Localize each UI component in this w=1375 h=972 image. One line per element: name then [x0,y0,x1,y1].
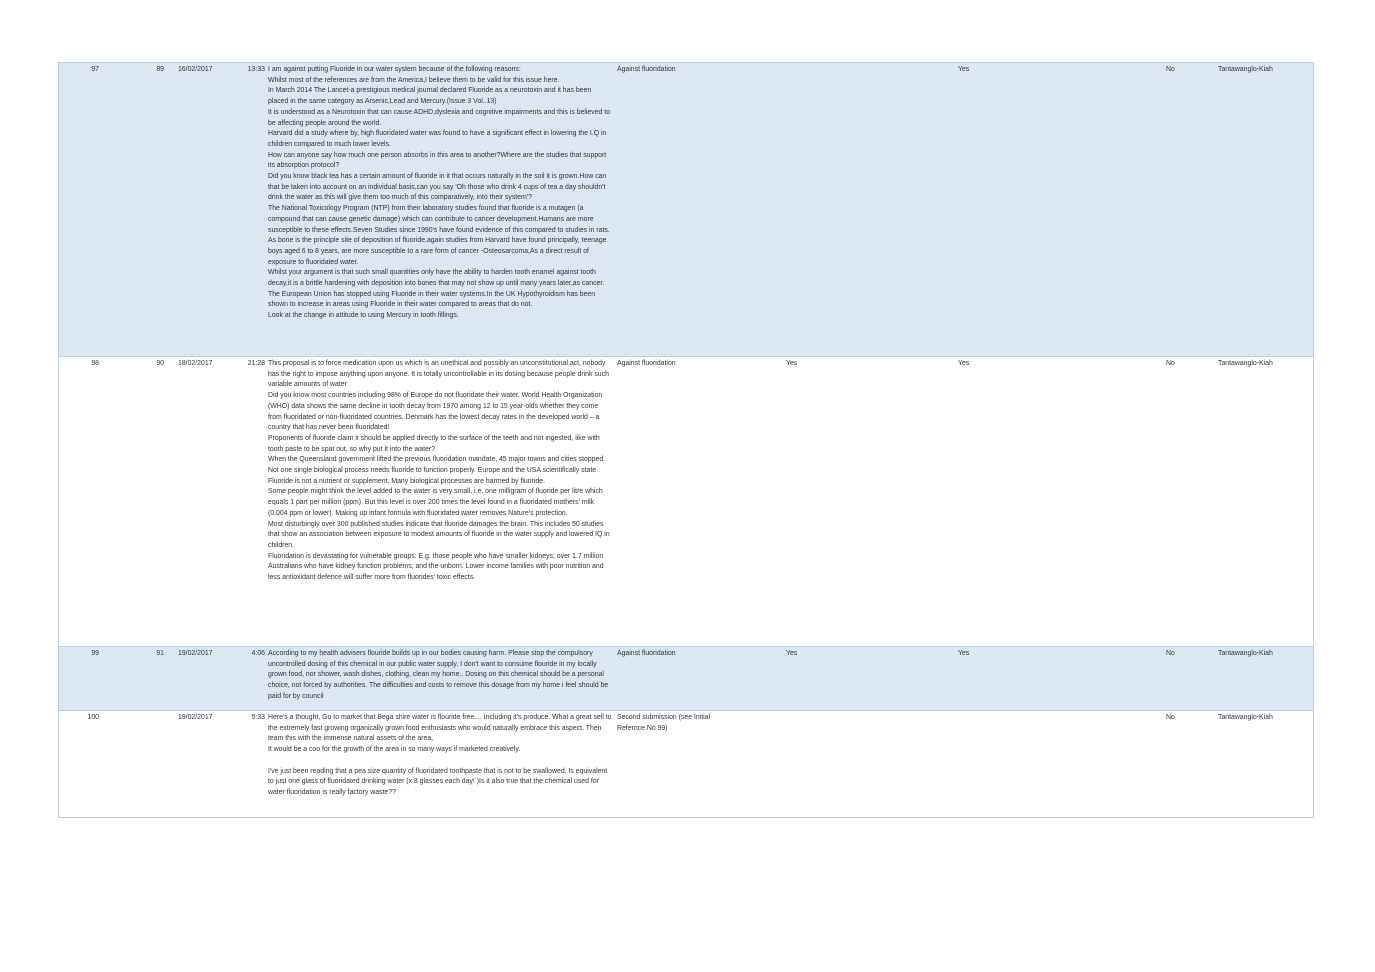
answer-column-c: No [1166,360,1175,367]
submission-paragraph: I've just been reading that a pea size quantity of fluoridated toothpaste that is not to be swallowed. Is equivalent to just one glass of fluoridated drinking water (x 8 glasses each day! )Is it also true that the chemical used for water fluoridation is really factory waste?? [268,767,608,796]
submission-paragraph: Here's a thought, Go to market that Bega shire water is flouride free.... Including it's produce. What a great sell to the extremely fast growing organically grown food enthusiasts who would naturally embrace this aspect. Then team this with the immense natural assets of the area, [268,714,612,743]
position-category: Against fluoridation [617,650,676,657]
submission-paragraph: As bone is the principle site of deposition of fluoride,again studies from Harvard have found principally, teenage boys aged 6 to 8 years, are more susceptible to a rare form of cancer -Osteosarcoma,As a direct result of exposure to fluoridated water. [268,237,607,266]
submission-paragraph: This proposal is to force medication upon us which is an unethical and possibly an unconstitutional act, nobody has the right to impose anything upon anyone. It is totally uncontrollable in its dosing because people drink such variable amounts of water [268,360,609,389]
submission-date: 19/02/2017 [178,650,213,657]
submission-paragraph: Some people might think the level added to the water is very small, i.e. one milligram of fluoride per litre which equals 1 part per million (ppm). But this level is over 200 times the level found in a fluoridated mothers' milk (0.004 ppm or lower). Making up infant formula with fluoridated water removes Nature's protection. [268,488,603,517]
answer-column-c: No [1166,66,1175,73]
submission-time: 4:06 [251,650,265,657]
submissions-table [58,62,1314,818]
submission-time: 5:33 [251,714,265,721]
position-category: Against fluoridation [617,66,676,73]
submission-paragraph: It would be a coo for the growth of the area in so many ways if marketed creatively. [268,746,521,754]
town: Tantawanglo-Kiah [1218,360,1273,367]
submission-paragraph: Did you know most countries including 98% of Europe do not fluoridate their water. World Health Organization (WHO) data shows the same decline in tooth decay from 1970 among 12 to 15 year-olds whether they come from fluoridated or non-fluoridated countries. Denmark has the lowest decay rates in the developed world – a country that has never been fluoridated! [268,392,603,432]
submission-paragraph: Did you know black tea has a certain amount of fluoride in it that occurs naturally in the soil it is grown.How can that be taken into account on an individual basis,can you say 'Oh those who drink 4 cups of tea a day shouldn't drink the water as this will give them too much of this comparatively, into their system'? [268,173,607,202]
submission-paragraph: According to my health advisers flouride builds up in our bodies causing harm. Please stop the compulsory uncontrolled dosing of this chemical in our public water supply. I don't want to consume flouride in my locally grown food, nor shower, wash dishes, clothing, clean my home.. Dosing on this chemical should be a personal choice, not forced by authorities. The difficulties and costs to remove this dosage from my home i feel should be paid for by council [268,650,609,700]
submission-paragraph: The European Union has stopped using Fluoride in their water systems.In the UK Hypothyroidism has been shown to increase in areas using Fluoride in their water compared to areas that do not. [268,290,596,309]
position-category: Second submission (see Initial Refernce No 99) [617,714,711,732]
answer-column-c: No [1166,650,1175,657]
submission-paragraph: Whilst most of the references are from the America,I believe them to be valid for this issue here. [268,76,560,84]
table-row [59,63,1313,356]
submission-date: 18/02/2017 [178,360,213,367]
submission-paragraph: Proponents of fluoride claim it should be applied directly to the surface of the teeth and not ingested, like with tooth paste to be spat out, so why put it into the water? [268,434,600,453]
submission-paragraph: Most disturbingly over 300 published studies indicate that fluoride damages the brain. This includes 50 studies that show an association between exposure to modest amounts of fluoride in the water supply and lowered IQ in children. [268,520,610,549]
submission-text [268,359,613,584]
submission-paragraph: When the Queensland government lifted the previous fluoridation mandate, 45 major towns and cities stopped. [268,456,606,464]
row-id: 97 [91,66,99,73]
row-id: 98 [91,360,99,367]
answer-column-b: Yes [958,360,970,367]
town: Tantawanglo-Kiah [1218,66,1273,73]
submission-paragraph: The National Toxicology Program (NTP) from their laboratory studies found that fluoride is a mutagen (a compound that can cause genetic damage) which can contribute to cancer development.Humans are more susceptible to these effects.Seven Studies since 1990's have found evidence of this compared to studies in rats. [268,205,610,234]
submission-date: 16/02/2017 [178,66,213,73]
submission-date: 19/02/2017 [178,714,213,721]
table-row [59,646,1313,710]
table-row [59,710,1313,817]
position-category: Against fluoridation [617,360,676,367]
submission-paragraph: How can anyone say how much one person absorbs in this area to another?Where are the studies that support its absorption protocol? [268,151,607,170]
submission-time: 21:28 [247,360,265,367]
submission-paragraph: Whilst your argument is that such small quantities only have the ability to harden tooth enamel against tooth decay,it is a brittle hardening with deposition into bones that may not show up until many years later,as cancer. [268,269,605,288]
table-row [59,356,1313,646]
town: Tantawanglo-Kiah [1218,714,1273,721]
submission-paragraph: Not one single biological process needs fluoride to function properly. Europe and the USA scientifically state Fluoride is not a nutrient or supplement. Many biological processes are harmed by fluoride. [268,467,597,485]
answer-column-b: Yes [958,66,970,73]
answer-column-a: Yes [786,650,798,657]
town: Tantawanglo-Kiah [1218,650,1273,657]
row-id: 100 [87,714,99,721]
reference-number: 91 [156,650,164,657]
submission-text [268,65,613,322]
reference-number: 90 [156,360,164,367]
submission-paragraph [268,756,613,767]
answer-column-a: Yes [786,360,798,367]
submission-paragraph: In March 2014 The Lancet-a prestigious medical journal declared Fluoride as a neurotoxin and it has been placed in the same category as Arsenic,Lead and Mercury.(Issue 3 Vol..13) [268,87,592,106]
submission-paragraph: Harvard did a study where by, high fluoridated water was found to have a significant effect in lowering the I.Q in children compared to much lower levels. [268,130,607,148]
submission-time: 13:33 [247,66,265,73]
answer-column-b: Yes [958,650,970,657]
reference-number: 89 [156,66,164,73]
row-id: 99 [91,650,99,657]
submission-paragraph: Fluoridation is devastating for vulnerable groups: E.g. those people who have smaller kidneys; over 1.7 million Australians who have kidney function problems; and the unborn. Lower income families with poor nutrition and less antioxidant defence will suffer more from fluorides' toxic effects. [268,552,604,582]
submission-paragraph: I am against putting Fluoride in our water system because of the following reasons: [268,66,521,73]
submission-text [268,713,613,799]
submission-text [268,649,613,703]
submission-paragraph: It is understood as a Neurotoxin that can cause ADHD,dyslexia and cognitive impairments and this is believed to be affecting people around the world. [268,108,611,127]
submission-paragraph: Look at the change in attitude to using Mercury in tooth fillings. [268,312,459,320]
answer-column-c: No [1166,714,1175,721]
